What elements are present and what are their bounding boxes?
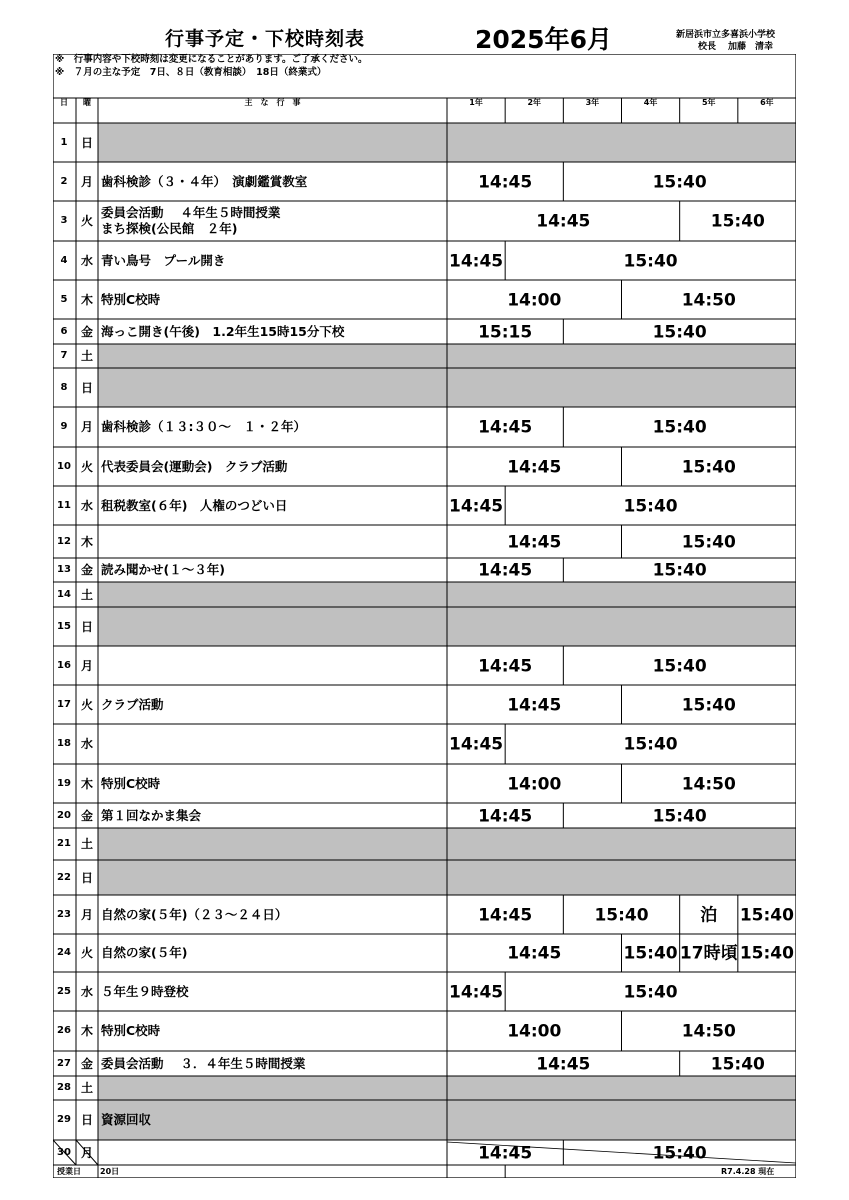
weekday: 土 [80, 349, 94, 363]
dismissal-time: 15:40 [710, 211, 765, 232]
weekday: 木 [80, 534, 94, 549]
dismissal-time: 15:40 [623, 251, 678, 271]
day-number: 9 [60, 421, 68, 432]
event-text: 特別C校時 [101, 291, 161, 307]
dismissal-time: 15:40 [652, 806, 707, 826]
school-days-value: 20日 [100, 1166, 120, 1176]
event-text: 特別C校時 [101, 1022, 161, 1038]
weekday: 月 [80, 174, 94, 189]
dismissal-time: 14:45 [449, 496, 504, 516]
dismissal-time: 14:45 [507, 457, 562, 477]
dismissal-time: 14:45 [449, 251, 504, 271]
dismissal-time: 15:40 [652, 172, 707, 192]
day-number: 17 [57, 698, 71, 710]
day-number: 24 [57, 947, 71, 958]
weekday: 月 [80, 1145, 94, 1160]
weekday: 土 [80, 1081, 94, 1095]
dismissal-time: 14:45 [536, 211, 591, 232]
event-text: 読み聞かせ(１～３年) [101, 561, 225, 577]
weekday: 日 [80, 380, 94, 395]
dismissal-time: 14:45 [478, 1143, 533, 1163]
weekday: 日 [80, 870, 94, 885]
dismissal-time: 17時頃 [679, 943, 738, 964]
dismissal-time: 14:45 [536, 1054, 591, 1074]
day-number: 28 [57, 1082, 71, 1093]
dismissal-time: 14:45 [507, 532, 562, 552]
day-number: 22 [57, 871, 71, 883]
note-line: ※ 行事内容や下校時刻は変更になることがあります。ご了承ください。 [55, 54, 368, 65]
dismissal-time: 14:45 [449, 734, 504, 755]
event-text: 自然の家(５年)（２３～２４日） [101, 906, 288, 922]
event-text: 代表委員会(運動会) クラブ活動 [101, 458, 288, 474]
dismissal-time: 15:40 [623, 496, 678, 516]
day-number: 12 [57, 535, 71, 547]
day-number: 5 [60, 293, 68, 305]
page-header [0, 0, 849, 54]
dismissal-time: 14:45 [478, 560, 533, 581]
column-header-grade: 4年 [643, 98, 658, 107]
event-text: 第１回なかま集会 [101, 807, 202, 823]
weekday: 月 [80, 420, 94, 434]
day-number: 29 [57, 1114, 71, 1125]
dismissal-time: 15:40 [739, 905, 794, 925]
column-header-weekday: 曜 [83, 98, 91, 107]
dismissal-time: 15:40 [594, 905, 649, 925]
dismissal-time: 15:40 [652, 656, 707, 676]
dismissal-time: 14:45 [478, 905, 533, 925]
dismissal-time: 14:45 [478, 806, 533, 826]
day-number: 20 [57, 809, 71, 821]
dismissal-time: 泊 [700, 905, 718, 925]
dismissal-time: 15:40 [681, 457, 736, 477]
dismissal-time: 14:00 [507, 774, 562, 794]
dismissal-time: 14:00 [507, 290, 562, 310]
dismissal-time: 14:45 [478, 417, 533, 438]
event-text: まち探検(公民館 ２年) [101, 220, 238, 236]
principal-role: 校長 [698, 42, 717, 52]
weekday: 金 [80, 563, 94, 577]
school-name: 新居浜市立多喜浜小学校 [676, 30, 776, 40]
day-number: 4 [60, 254, 68, 266]
weekday: 日 [80, 619, 94, 634]
event-text: 委員会活動 ３．４年生５時間授業 [101, 1055, 306, 1071]
weekday: 金 [80, 808, 94, 823]
dismissal-time: 14:45 [507, 943, 562, 964]
dismissal-time: 14:00 [507, 1021, 562, 1042]
dismissal-time: 14:45 [449, 982, 504, 1002]
event-text: 資源回収 [101, 1111, 152, 1127]
weekday: 金 [80, 324, 94, 339]
day-number: 23 [57, 908, 71, 920]
weekday: 金 [80, 1056, 94, 1071]
event-text: 歯科検診（１３:３０～ １・２年） [101, 418, 306, 434]
principal-line [698, 39, 785, 52]
day-number: 15 [57, 620, 71, 632]
event-text: 海っこ開き(午後) 1.2年生15時15分下校 [101, 323, 345, 339]
weekday: 火 [80, 459, 94, 474]
event-text: 委員会活動 ４年生５時間授業 [101, 204, 281, 220]
dismissal-time: 14:50 [681, 290, 736, 310]
event-text: 歯科検診（３・４年） 演劇鑑賞教室 [101, 173, 308, 189]
column-header-day: 日 [60, 98, 68, 107]
page-title: 行事予定・下校時刻表 [165, 28, 366, 50]
event-text: クラブ活動 [101, 696, 164, 712]
column-header-grade: 6年 [760, 98, 774, 107]
event-text: 特別C校時 [101, 775, 161, 791]
day-number: 18 [57, 738, 71, 749]
dismissal-time: 15:40 [652, 560, 707, 581]
day-number: 19 [57, 777, 71, 789]
schedule-table [53, 54, 796, 1178]
weekday: 火 [80, 946, 94, 960]
day-number: 1 [60, 136, 68, 148]
weekday: 日 [80, 135, 94, 150]
column-header-grade: 5年 [701, 98, 716, 107]
day-number: 26 [57, 1025, 71, 1036]
day-number: 25 [57, 985, 71, 997]
weekday: 火 [80, 214, 94, 228]
day-number: 27 [57, 1057, 71, 1069]
day-number: 7 [60, 350, 68, 361]
weekday: 土 [80, 837, 94, 851]
dismissal-time: 15:40 [623, 943, 678, 964]
dismissal-time: 14:50 [681, 774, 736, 794]
principal-name: 加藤 清幸 [728, 42, 774, 52]
column-header-events: 主 な 行 事 [244, 98, 301, 107]
dismissal-time: 15:40 [652, 1143, 707, 1163]
dismissal-time: 15:40 [681, 695, 736, 715]
dismissal-time: 15:40 [710, 1054, 765, 1074]
dismissal-time: 15:15 [478, 322, 533, 342]
weekday: 木 [80, 292, 94, 307]
event-text: 租税教室(６年) 人権のつどい日 [101, 497, 288, 513]
weekday: 水 [80, 253, 94, 268]
weekday: 水 [80, 984, 94, 999]
weekday: 木 [80, 1024, 94, 1038]
dismissal-time: 14:50 [681, 1021, 736, 1042]
dismissal-time: 14:45 [478, 656, 533, 676]
dismissal-time: 14:45 [507, 695, 562, 715]
dismissal-time: 15:40 [739, 943, 794, 964]
weekday: 水 [80, 737, 94, 751]
dismissal-time: 15:40 [623, 982, 678, 1002]
day-number: 16 [57, 659, 71, 671]
note-line: ※ ７月の主な予定 7日、８日（教育相談） 18日（終業式） [55, 67, 327, 78]
dismissal-time: 15:40 [652, 322, 707, 342]
weekday: 月 [80, 658, 94, 673]
column-header-grade: 1年 [469, 98, 483, 107]
weekday: 日 [80, 1113, 94, 1127]
day-number: 30 [57, 1146, 71, 1158]
day-number: 3 [60, 215, 68, 226]
day-number: 6 [60, 325, 68, 337]
day-number: 10 [57, 460, 71, 472]
month-title: 2025年6月 [475, 25, 612, 54]
day-number: 21 [57, 838, 71, 849]
school-days-label: 授業日 [57, 1166, 81, 1176]
event-text: 青い鳥号 プール開き [101, 252, 226, 268]
weekday: 火 [80, 697, 94, 712]
day-number: 11 [57, 499, 71, 511]
weekday: 月 [80, 907, 94, 922]
dismissal-time: 15:40 [681, 532, 736, 552]
day-number: 14 [57, 588, 71, 600]
weekday: 土 [80, 587, 94, 602]
as-of-date: R7.4.28 現在 [721, 1166, 775, 1176]
column-header-grade: 2年 [527, 98, 542, 107]
day-number: 2 [60, 175, 68, 187]
event-text: 自然の家(５年) [101, 944, 188, 960]
dismissal-time: 15:40 [652, 417, 707, 438]
weekday: 木 [80, 776, 94, 791]
dismissal-time: 14:45 [478, 172, 533, 192]
day-number: 8 [60, 381, 68, 393]
dismissal-time: 15:40 [623, 734, 678, 755]
event-text: ５年生９時登校 [101, 983, 189, 999]
day-number: 13 [57, 564, 71, 575]
weekday: 水 [80, 498, 94, 513]
column-header-grade: 3年 [585, 98, 600, 107]
